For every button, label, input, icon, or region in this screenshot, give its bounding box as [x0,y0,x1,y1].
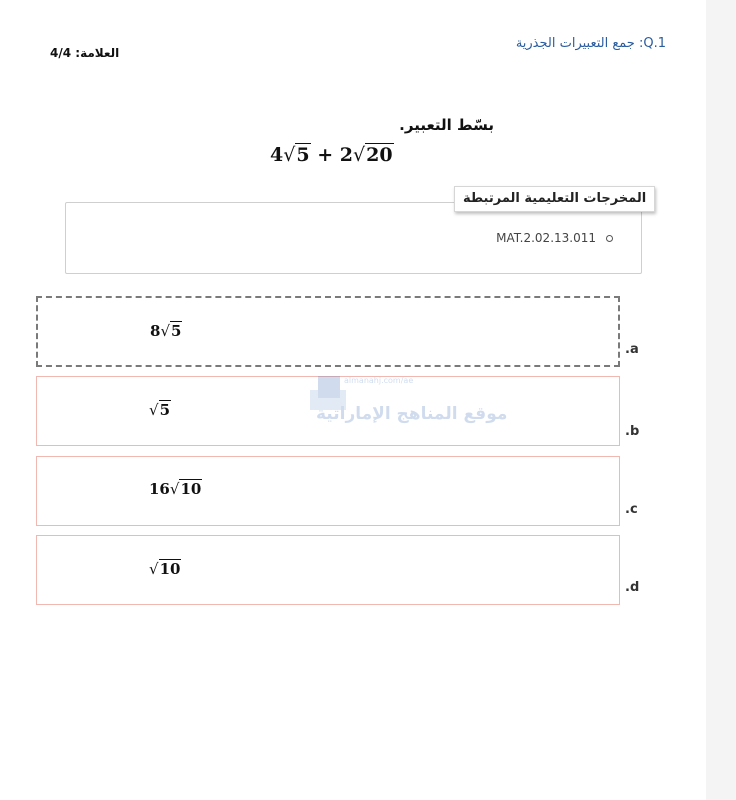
answer-option-d[interactable] [36,535,620,605]
expression-operator: + [317,144,334,166]
option-c-coef: 16 [149,480,170,498]
answer-option-c[interactable] [36,456,620,526]
score-value: 4/4 [50,46,72,60]
option-a-letter: .a [625,342,639,357]
option-b-letter: .b [625,424,640,439]
option-a-sqrt: √5 [160,322,182,340]
expression-coef-1: 4 [270,144,284,166]
option-b-radicand: 5 [159,401,170,419]
question-expression [270,144,394,166]
option-d-radicand: 10 [159,560,181,578]
option-c-sqrt: √10 [169,480,202,498]
expression-coef-2: 2 [339,144,353,166]
option-b-sqrt: √5 [149,401,170,419]
score-label: العلامة: [75,46,120,60]
sqrt-1: √5 [283,144,310,166]
watermark-url: almanahj.com/ae [344,376,414,385]
answer-option-a[interactable] [36,296,620,367]
option-a-radicand: 5 [171,322,182,340]
learning-outcomes-panel [65,202,642,274]
option-a-coef: 8 [150,322,161,340]
sqrt-2: √20 [352,144,393,166]
learning-outcomes-heading[interactable]: المخرجات التعليمية المرتبطة [454,186,655,212]
learning-outcome-item [496,231,613,245]
option-d-sqrt: √10 [149,560,181,578]
option-a-value [150,322,182,340]
bullet-icon [606,235,613,242]
question-instruction: بسّط التعبير. [399,116,494,134]
answer-option-b[interactable] [36,376,620,446]
watermark-text: موقع المناهج الإماراتية [316,404,508,424]
outcome-code: MAT.2.02.13.011 [496,231,596,245]
expression-radicand-2: 20 [366,144,393,166]
score [50,46,119,60]
option-c-letter: .c [625,502,638,517]
option-c-value [149,480,202,498]
option-b-value [149,401,171,419]
option-d-value [149,560,181,578]
option-c-radicand: 10 [180,480,202,498]
question-title: Q.1: جمع التعبيرات الجذرية [515,36,666,51]
expression-radicand-1: 5 [296,144,310,166]
option-d-letter: .d [625,580,640,595]
